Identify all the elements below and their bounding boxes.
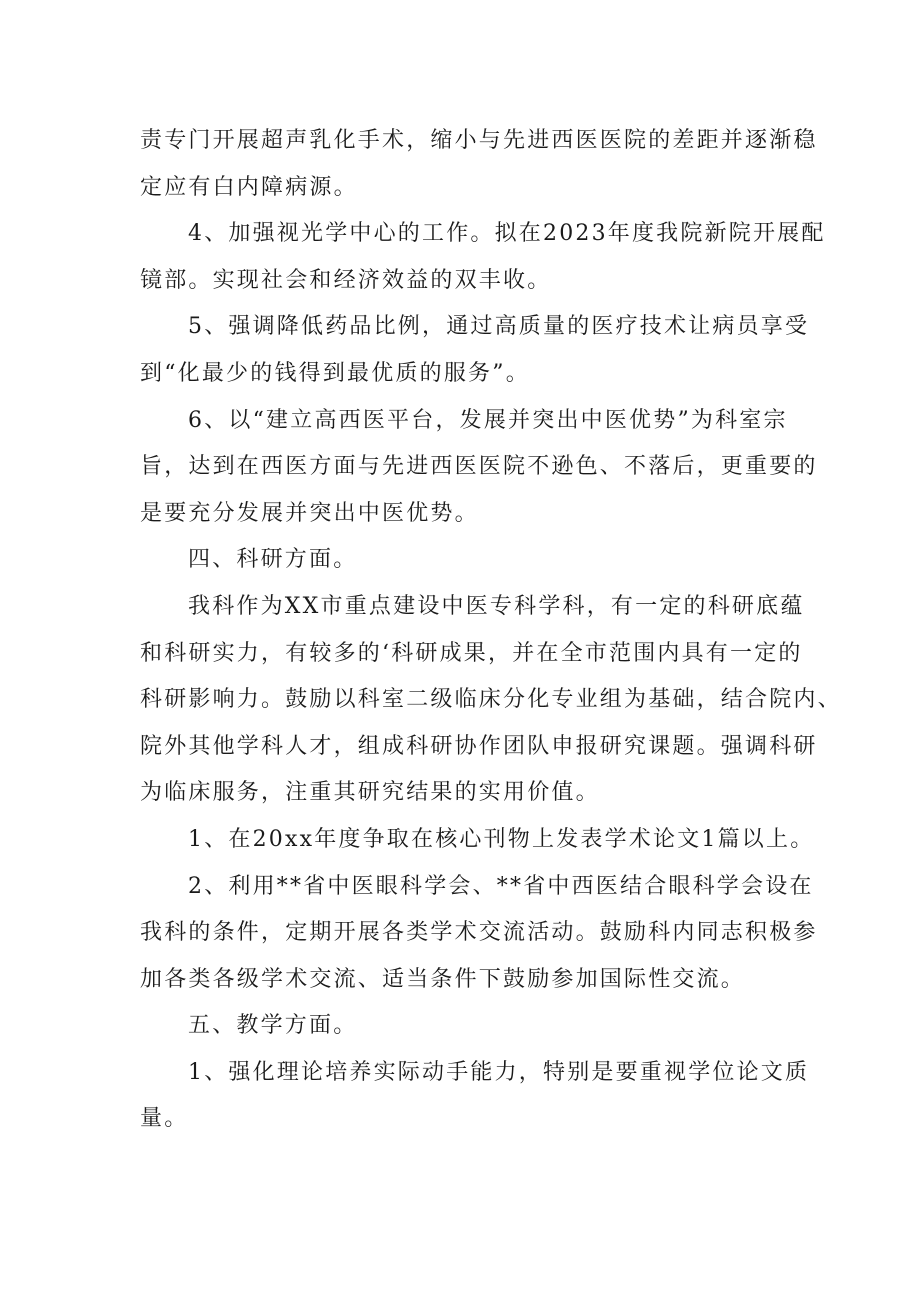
text-line: 到“化最少的钱得到最优质的服务”。 [140, 360, 530, 386]
text-line: 定应有白内障病源。 [140, 174, 358, 200]
section-heading: 五、教学方面。 [188, 1013, 358, 1039]
text-line: 和科研实力，有较多的‘科研成果，并在全市范围内具有一定的 [140, 640, 803, 666]
text-line: 5、强调降低药品比例，通过高质量的医疗技术让病员享受 [188, 314, 810, 340]
text-line: 2、利用**省中医眼科学会、**省中西医结合眼科学会设在 [188, 873, 814, 899]
text-line: 院外其他学科人才，组成科研协作团队申报研究课题。强调科研 [140, 733, 818, 759]
text-line: 4、加强视光学中心的工作。拟在2023年度我院新院开展配 [188, 221, 826, 247]
text-line: 我科的条件，定期开展各类学术交流活动。鼓励科内同志积极参 [140, 920, 818, 946]
text-line: 量。 [140, 1106, 189, 1132]
text-line: 责专门开展超声乳化手术，缩小与先进西医医院的差距并逐渐稳 [140, 128, 818, 153]
text-line: 科研影响力。鼓励以科室二级临床分化专业组为基础，结合院内、 [140, 687, 842, 713]
text-line: 1、在20xx年度争取在核心刊物上发表学术论文1篇以上。 [188, 826, 815, 852]
text-line: 镜部。实现社会和经济效益的双丰收。 [140, 267, 552, 293]
text-line: 6、以“建立高西医平台，发展并突出中医优势”为科室宗 [188, 407, 788, 433]
text-line: 是要充分发展并突出中医优势。 [140, 500, 479, 526]
text-line: 加各类各级学术交流、适当条件下鼓励参加国际性交流。 [140, 966, 746, 992]
text-line: 我科作为XX市重点建设中医专科学科，有一定的科研底蕴 [188, 593, 805, 619]
text-line: 1、强化理论培养实际动手能力，特别是要重视学位论文质 [188, 1059, 810, 1085]
document-body [140, 118, 842, 1143]
text-line: 旨，达到在西医方面与先进西医医院不逊色、不落后，更重要的 [140, 454, 818, 480]
text-line: 为临床服务，注重其研究结果的实用价值。 [140, 780, 600, 806]
section-heading: 四、科研方面。 [188, 547, 358, 573]
